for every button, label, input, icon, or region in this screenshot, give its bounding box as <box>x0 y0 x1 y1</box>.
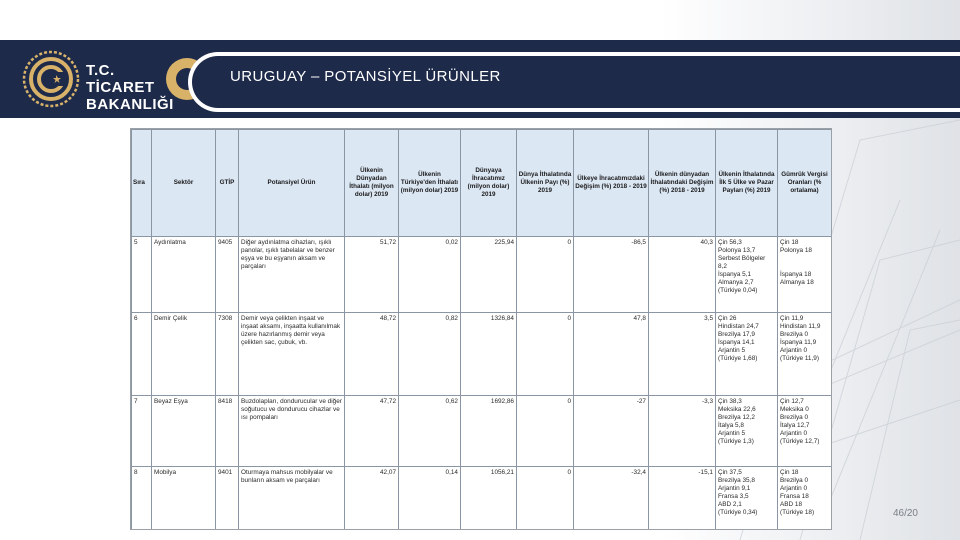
cell-urun: Diğer aydınlatma cihazları, ışıklı panolar, ışıklı tabelalar ve benzer eşya ve bu eşyanın aksam ve parçaları <box>239 237 345 313</box>
cell-degisim: 47,8 <box>574 313 649 396</box>
table-row <box>132 237 832 313</box>
table-row <box>132 467 832 531</box>
logo-line-2: BAKANLIĞI <box>86 96 174 113</box>
cell-ihracat: 225,94 <box>461 237 517 313</box>
table-row <box>132 396 832 467</box>
cell-turkiye: 0,82 <box>399 313 461 396</box>
cell-ithalat: 48,72 <box>345 313 399 396</box>
cell-turkiye: 0,02 <box>399 237 461 313</box>
cell-sira: 7 <box>132 396 152 467</box>
cell-sektor: Beyaz Eşya <box>152 396 216 467</box>
cell-ilk5: Çin 38,3 Meksika 22,6 Brezilya 12,2 İtalya 5,8 Arjantin 5 (Türkiye 1,3) <box>716 396 778 467</box>
page-title: URUGUAY – POTANSİYEL ÜRÜNLER <box>230 68 501 85</box>
col-header: Ülkenin Türkiye'den İthalatı (milyon dolar) 2019 <box>399 130 461 237</box>
col-header: Gümrük Vergisi Oranları (% ortalama) <box>778 130 832 237</box>
cell-urun: Oturmaya mahsus mobilyalar ve bunların aksam ve parçaları <box>239 467 345 531</box>
page-number: 46/20 <box>892 508 918 519</box>
cell-sektor: Mobilya <box>152 467 216 531</box>
col-header: Ülkenin dünyadan İthalatındaki Değişim (%) 2018 - 2019 <box>649 130 716 237</box>
table-row <box>132 313 832 396</box>
cell-pay: 0 <box>517 467 574 531</box>
cell-degisim: -32,4 <box>574 467 649 531</box>
col-header: Ülkenin İthalatında İlk 5 Ülke ve Pazar Payları (%) 2019 <box>716 130 778 237</box>
cell-gtip: 8418 <box>216 396 239 467</box>
logo-line-1: T.C. TİCARET <box>86 62 155 96</box>
cell-sektor: Demir Çelik <box>152 313 216 396</box>
ministry-logo <box>0 40 178 118</box>
ministry-emblem-icon <box>22 50 80 108</box>
cell-sektor: Aydınlatma <box>152 237 216 313</box>
col-header: Sıra <box>132 130 152 237</box>
cell-ith-degisim: 3,5 <box>649 313 716 396</box>
cell-ihracat: 1326,84 <box>461 313 517 396</box>
cell-sira: 8 <box>132 467 152 531</box>
col-header: Sektör <box>152 130 216 237</box>
cell-urun: Buzdolapları, dondurucular ve diğer soğutucu ve dondurucu cihazlar ve ısı pompaları <box>239 396 345 467</box>
cell-turkiye: 0,14 <box>399 467 461 531</box>
header-banner <box>0 40 960 118</box>
potential-products-table <box>131 129 832 530</box>
cell-ith-degisim: 40,3 <box>649 237 716 313</box>
cell-gumruk: Çin 12,7 Meksika 0 Brezilya 0 İtalya 12,7 Arjantin 0 (Türkiye 12,7) <box>778 396 832 467</box>
cell-gtip: 9401 <box>216 467 239 531</box>
ministry-name <box>86 62 178 113</box>
cell-sira: 5 <box>132 237 152 313</box>
cell-ith-degisim: -15,1 <box>649 467 716 531</box>
cell-ilk5: Çin 26 Hindistan 24,7 Brezilya 17,9 İspanya 14,1 Arjantin 5 (Türkiye 1,68) <box>716 313 778 396</box>
col-header: Ülkenin Dünyadan İthalatı (milyon dolar) 2019 <box>345 130 399 237</box>
cell-ilk5: Çin 37,5 Brezilya 35,8 Arjantin 9,1 Fransa 3,5 ABD 2,1 (Türkiye 0,34) <box>716 467 778 531</box>
cell-ithalat: 42,07 <box>345 467 399 531</box>
cell-ihracat: 1692,86 <box>461 396 517 467</box>
col-header: GTİP <box>216 130 239 237</box>
cell-ilk5: Çin 56,3 Polonya 13,7 Serbest Bölgeler 8,2 İspanya 5,1 Almanya 2,7 (Türkiye 0,04) <box>716 237 778 313</box>
cell-urun: Demir veya çelikten inşaat ve inşaat aksamı, inşaatta kullanılmak üzere hazırlanmış demir veya çelikten sac, çubuk, vb. <box>239 313 345 396</box>
cell-ithalat: 47,72 <box>345 396 399 467</box>
table-header-row <box>132 130 832 237</box>
cell-gumruk: Çin 11,9 Hindistan 11,9 Brezilya 0 İspanya 11,9 Arjantin 0 (Türkiye 11,9) <box>778 313 832 396</box>
cell-ihracat: 1056,21 <box>461 467 517 531</box>
cell-pay: 0 <box>517 313 574 396</box>
cell-turkiye: 0,62 <box>399 396 461 467</box>
cell-gtip: 7308 <box>216 313 239 396</box>
cell-ith-degisim: -3,3 <box>649 396 716 467</box>
cell-pay: 0 <box>517 396 574 467</box>
cell-ithalat: 51,72 <box>345 237 399 313</box>
cell-sira: 6 <box>132 313 152 396</box>
cell-gumruk: Çin 18 Brezilya 0 Arjantin 0 Fransa 18 ABD 18 (Türkiye 18) <box>778 467 832 531</box>
cell-pay: 0 <box>517 237 574 313</box>
col-header: Dünyaya İhracatımız (milyon dolar) 2019 <box>461 130 517 237</box>
product-table-image <box>130 128 832 530</box>
cell-degisim: -27 <box>574 396 649 467</box>
cell-degisim: -86,5 <box>574 237 649 313</box>
cell-gumruk: Çin 18 Polonya 18 İspanya 18 Almanya 18 <box>778 237 832 313</box>
col-header: Potansiyel Ürün <box>239 130 345 237</box>
col-header: Ülkeye İhracatımızdaki Değişim (%) 2018 - 2019 <box>574 130 649 237</box>
col-header: Dünya İthalatında Ülkenin Payı (%) 2019 <box>517 130 574 237</box>
cell-gtip: 9405 <box>216 237 239 313</box>
